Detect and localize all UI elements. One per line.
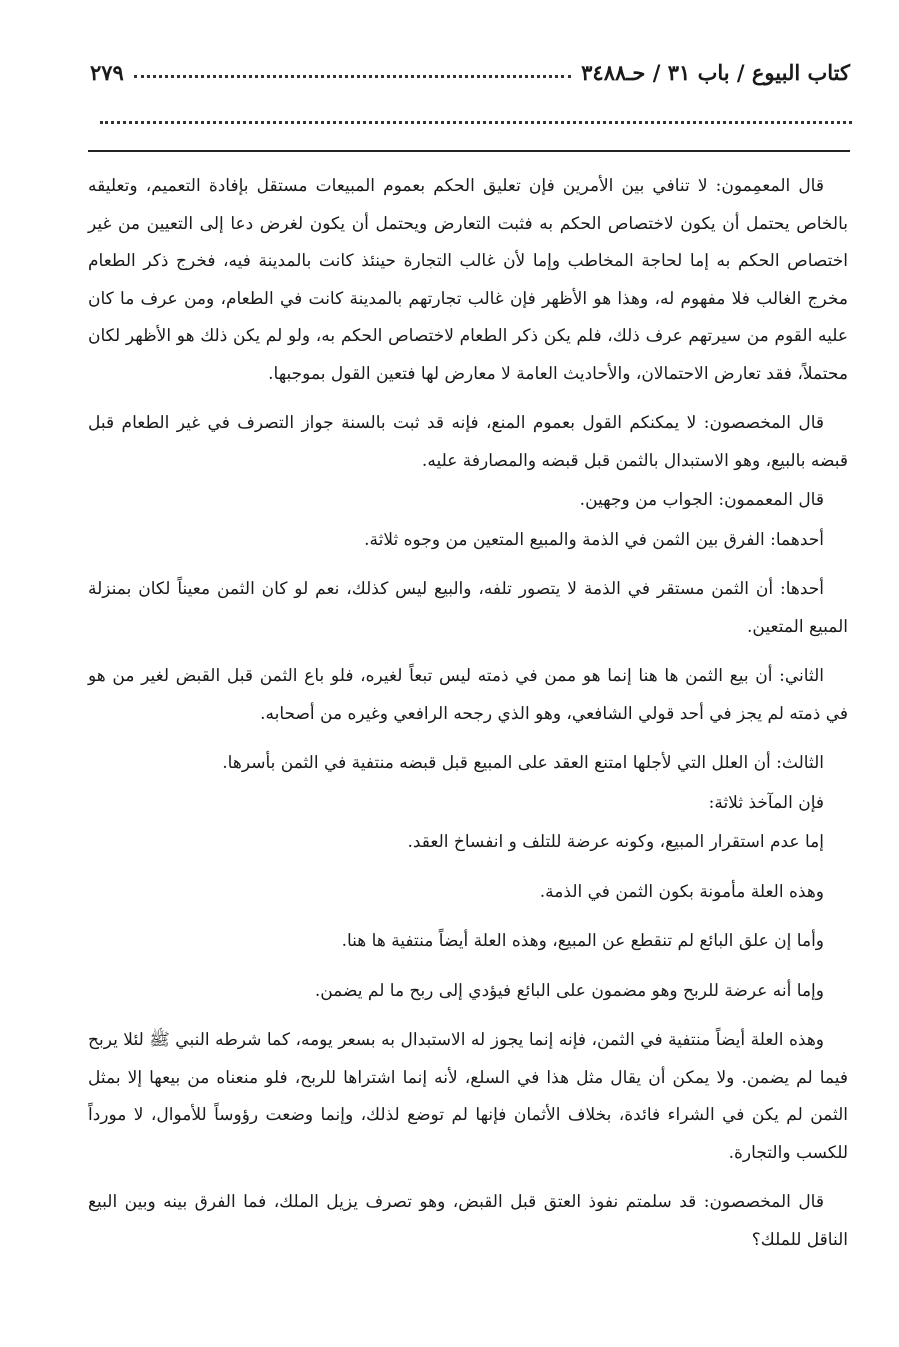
paragraph: أحدهما: الفرق بين الثمن في الذمة والمبيع المتعين من وجوه ثلاثة. — [364, 529, 824, 550]
header-rule — [88, 150, 850, 152]
paragraph: قال المخصصون: قد سلمتم نفوذ العتق قبل القبض، وهو تصرف يزيل الملك، فما الفرق بينه وبين البيع الناقل للملك؟ — [88, 1192, 848, 1250]
header-title: كتاب البيوع / باب ٣١ / حـ٣٤٨٨ — [581, 59, 850, 85]
dotted-divider — [100, 121, 852, 124]
paragraph: قال المعمِمون: لا تنافي بين الأمرين فإن تعليق الحكم بعموم المبيعات مستقل بإفادة التعميم، وتعليقه بالخاص يحتمل أن يكون لاختصاص الحكم به فثبت التعارض ويحتمل أن يكون لغرض دعا إلى التعيين من غير اختصاص الحكم به إما لحاجة المخاطب وإما لأن غالب التجارة حينئذ كانت بالمدينة فيه، فخرج ذكر الطعام مخرج الغالب فلا مفهوم له، وهذا هو الأظهر فإن غالب تجارتهم بالمدينة كانت في الطعام، ومن عرف ما كان عليه القوم من سيرتهم عرف ذلك، فلم يكن ذكر الطعام لاختصاص الحكم به، ولو لم يكن ذلك هو الأظهر لكان محتملاً، فقد تعارض الاحتمالان، والأحاديث العامة لا معارض لها فتعين القول بموجبها. — [88, 176, 848, 384]
paragraph: إما عدم استقرار المبيع، وكونه عرضة للتلف و انفساخ العقد. — [407, 832, 824, 852]
running-header — [90, 52, 850, 92]
paragraph: وهذه العلة أيضاً منتفية في الثمن، فإنه إنما يجوز له الاستبدال به بسعر يومه، كما شرطه النبي ﷺ لئلا يربح فيما لم يضمن. ولا يمكن أن يقال مثل هذا في السلع، لأنه إنما اشتراها للربح، فلو منعناه من بيعها إلا بمثل الثمن لم يكن في الشراء فائدة، بخلاف الأثمان فإنها لم توضع لذلك، وإنما وضعت رؤوساً للأموال، لا مورداً للكسب والتجارة. — [88, 1030, 848, 1163]
paragraph: أحدها: أن الثمن مستقر في الذمة لا يتصور تلفه، والبيع ليس كذلك، نعم لو كان الثمن معيناً لكان بمنزلة المبيع المتعين. — [88, 579, 848, 637]
page-number: ٢٧٩ — [90, 59, 124, 85]
paragraph: الثالث: أن العلل التي لأجلها امتنع العقد على المبيع قبل قبضه منتفية في الثمن بأسرها. — [222, 753, 824, 773]
paragraph: وأما إن علق البائع لم تنقطع عن المبيع، وهذه العلة أيضاً منتفية ها هنا. — [341, 931, 824, 951]
paragraph: فإن المآخذ ثلاثة: — [708, 792, 824, 813]
paragraph: قال المعممون: الجواب من وجهين. — [579, 490, 824, 510]
page-body — [88, 168, 848, 1271]
paragraph: وهذه العلة مأمونة بكون الثمن في الذمة. — [539, 881, 824, 902]
paragraph: وإما أنه عرضة للربح وهو مضمون على البائع فيؤدي إلى ربح ما لم يضمن. — [314, 980, 824, 1001]
paragraph: الثاني: أن بيع الثمن ها هنا إنما هو ممن في ذمته ليس تبعاً لغيره، فلو باع الثمن قبل القبض لغير من هو في ذمته لم يجز في أحد قولي الشافعي، وهو الذي رجحه الرافعي وغيره من أصحابه. — [88, 666, 848, 724]
paragraph: قال المخصصون: لا يمكنكم القول بعموم المنع، فإنه قد ثبت بالسنة جواز التصرف في غير الطعام قبل قبضه بالبيع، وهو الاستبدال بالثمن قبل قبضه والمصارفة عليه. — [88, 413, 848, 471]
header-dot-leader — [134, 75, 571, 78]
